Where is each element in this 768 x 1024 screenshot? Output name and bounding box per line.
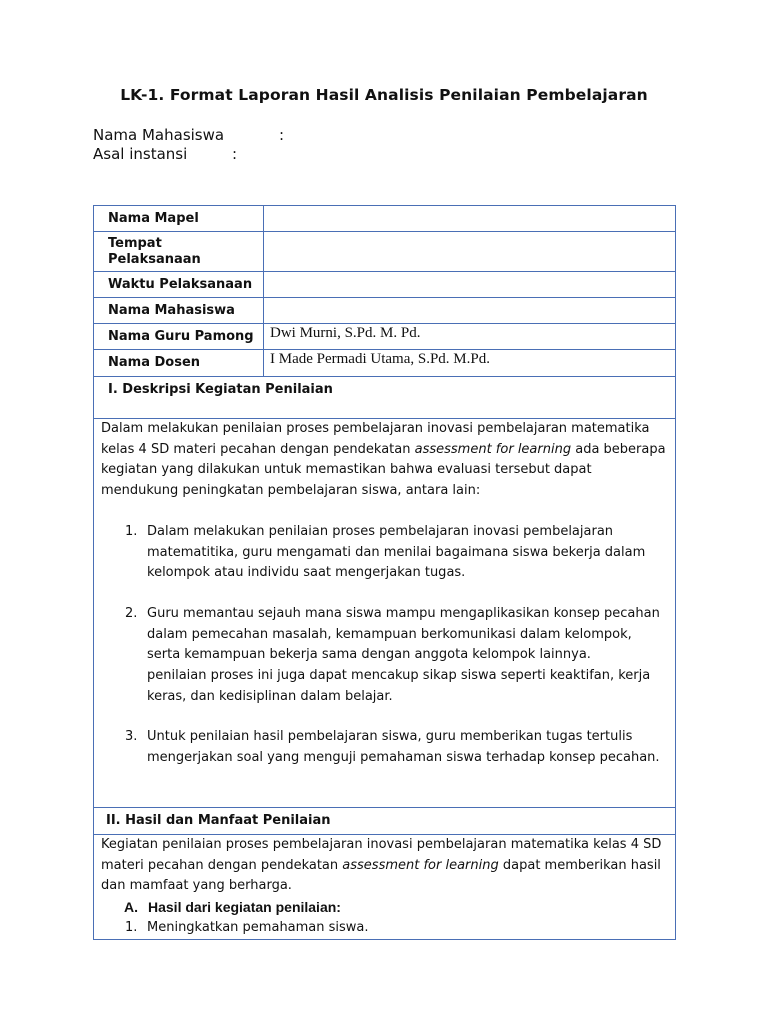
list-item [101, 522, 668, 584]
row-value-mapel [264, 206, 676, 232]
student-name-label: Nama Mahasiswa [93, 126, 225, 144]
table-row [94, 350, 676, 377]
list-item-number: 1. [125, 919, 138, 935]
section-heading-row [94, 377, 676, 419]
subheading-letter: A. [124, 899, 138, 916]
row-label-mapel: Nama Mapel [94, 206, 264, 232]
student-name-colon: : [279, 126, 285, 144]
section-2-heading: II. Hasil dan Manfaat Penilaian [94, 808, 676, 835]
activity-list [101, 522, 668, 769]
row-value-waktu [264, 272, 676, 298]
section-heading-row [94, 808, 676, 835]
row-label-guru-pamong: Nama Guru Pamong [94, 324, 264, 350]
list-item-number: 3. [125, 729, 138, 745]
section-body-row [94, 419, 676, 808]
section-1-intro [101, 419, 668, 502]
subheading-text: Hasil dari kegiatan penilaian: [148, 899, 341, 916]
origin-colon: : [232, 145, 238, 163]
intro-text-end: ada beberapa kegiatan yang dilakukan untuk memastikan bahwa evaluasi tersebut dapat mendukung peningkatan pembelajaran siswa, antara lain: [101, 441, 666, 499]
table-row [94, 324, 676, 350]
section-2-body [94, 835, 676, 940]
row-value-guru-pamong: Dwi Murni, S.Pd. M. Pd. [264, 324, 676, 350]
list-item-number: 1. [125, 523, 138, 539]
list-item [101, 604, 668, 708]
intro-emphasis: assessment for learning [414, 441, 572, 457]
row-value-tempat [264, 232, 676, 272]
row-value-mahasiswa [264, 298, 676, 324]
list-item-text: Untuk penilaian hasil pembelajaran siswa, guru memberikan tugas tertulis mengerjakan soal yang menguji pemahaman siswa terhadap konsep pecahan. [147, 729, 660, 766]
section-1-heading: I. Deskripsi Kegiatan Penilaian [94, 377, 676, 419]
table-row [94, 272, 676, 298]
list-item-text-continuation: penilaian proses ini juga dapat mencakup sikap siswa seperti keaktifan, kerja keras, dan kedisiplinan dalam belajar. [147, 668, 651, 704]
table-row [94, 298, 676, 324]
section-body-row [94, 835, 676, 940]
row-label-tempat: Tempat Pelaksanaan [94, 232, 264, 272]
document-title: LK-1. Format Laporan Hasil Analisis Penilaian Pembelajaran [120, 86, 648, 104]
intro-emphasis: assessment for learning [342, 857, 499, 873]
table-row [94, 206, 676, 232]
results-list [101, 918, 668, 939]
row-label-waktu: Waktu Pelaksanaan [94, 272, 264, 298]
intro-text: Kegiatan penilaian proses pembelajaran inovasi pembelajaran matematika kelas 4 SD materi pecahan dengan pendekatan [101, 837, 662, 873]
section-2-intro [101, 835, 668, 897]
table-row [94, 232, 676, 272]
row-label-mahasiswa: Nama Mahasiswa [94, 298, 264, 324]
intro-text: Dalam melakukan penilaian proses pembelajaran inovasi pembelajaran matematika kelas 4 SD materi pecahan dengan pendekatan [101, 421, 650, 457]
origin-line [93, 145, 187, 163]
row-value-dosen: I Made Permadi Utama, S.Pd. M.Pd. [264, 350, 676, 377]
origin-label: Asal instansi [93, 145, 188, 163]
list-item [101, 918, 668, 939]
list-item-text: Guru memantau sejauh mana siswa mampu mengaplikasikan konsep pecahan dalam pemecahan masalah, kemampuan berkomunikasi dalam kelompok, serta kemampuan bekerja sama dengan anggota kelompok lainnya. [147, 605, 660, 663]
results-subheading [101, 897, 668, 918]
list-item-text: Meningkatkan pemahaman siswa. [147, 919, 369, 935]
list-item [101, 727, 668, 768]
section-1-body [94, 419, 676, 808]
list-item-text: Dalam melakukan penilaian proses pembelajaran inovasi pembelajaran matematitika, guru mengamati dan menilai bagaimana siswa bekerja dalam kelompok atau individu saat mengerjakan tugas. [147, 523, 646, 581]
list-item-number: 2. [125, 605, 138, 621]
report-table [93, 205, 676, 940]
intro-text-end: dapat memberikan hasil dan mamfaat yang berharga. [101, 857, 661, 894]
row-label-dosen: Nama Dosen [94, 350, 264, 377]
student-name-line [93, 126, 224, 144]
